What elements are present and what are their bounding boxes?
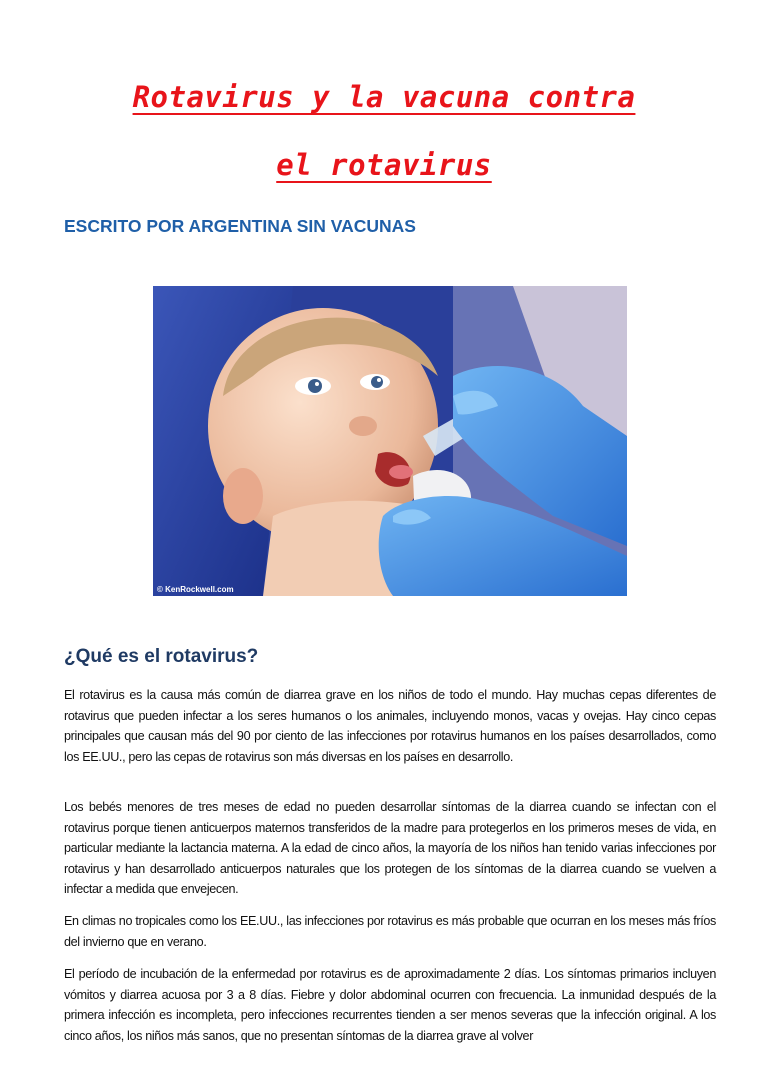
baby-vaccine-photo xyxy=(153,286,627,596)
photo-illustration xyxy=(153,286,627,596)
body-paragraph-4: El período de incubación de la enfermedad por rotavirus es de aproximadamente 2 días. Los síntomas primarios incluyen vómitos y diarrea acuosa por 3 a 8 días. Fiebre y dolor abdominal ocurren con frecuencia. La inmunidad después de la primera infección es incompleta, pero infecciones recurrentes tienden a ser menos severas que la infección original. A los cinco años, los niños más sanos, que no presentan síntomas de la diarrea grave al volver xyxy=(64,967,716,1043)
section-heading: ¿Qué es el rotavirus? xyxy=(64,646,259,667)
body-paragraph-1: El rotavirus es la causa más común de diarrea grave en los niños de todo el mundo. Hay muchas cepas diferentes de rotavirus que pueden infectar a los seres humanos o los animales, incluyendo monos, vacas y ovejas. Hay cinco cepas principales que causan más del 90 por ciento de las infecciones por rotavirus humanos en los países desarrollados, como los EE.UU., pero las cepas de rotavirus son más diversas en los países en desarrollo. xyxy=(64,688,716,764)
author-byline: ESCRITO POR ARGENTINA SIN VACUNAS xyxy=(64,216,416,236)
body-paragraph-3: En climas no tropicales como los EE.UU., las infecciones por rotavirus es más probable que ocurran en los meses más fríos del invierno que en verano. xyxy=(64,914,716,949)
document-title-line-1: Rotavirus y la vacuna contra xyxy=(132,80,636,114)
body-paragraph-2: Los bebés menores de tres meses de edad no pueden desarrollar síntomas de la diarrea cuando se infectan con el rotavirus porque tienen anticuerpos maternos transferidos de la madre para protegerlos en los primeros meses de vida, en particular mediante la lactancia materna. A la edad de cinco años, la mayoría de los niños han tenido varias infecciones por rotavirus y han desarrollado anticuerpos naturales que los protegen de los síntomas de la diarrea cuando se vuelven a infectar a medida que envejecen. xyxy=(64,800,716,897)
photo-credit: © KenRockwell.com xyxy=(157,585,234,594)
document-title-line-2: el rotavirus xyxy=(276,148,492,182)
